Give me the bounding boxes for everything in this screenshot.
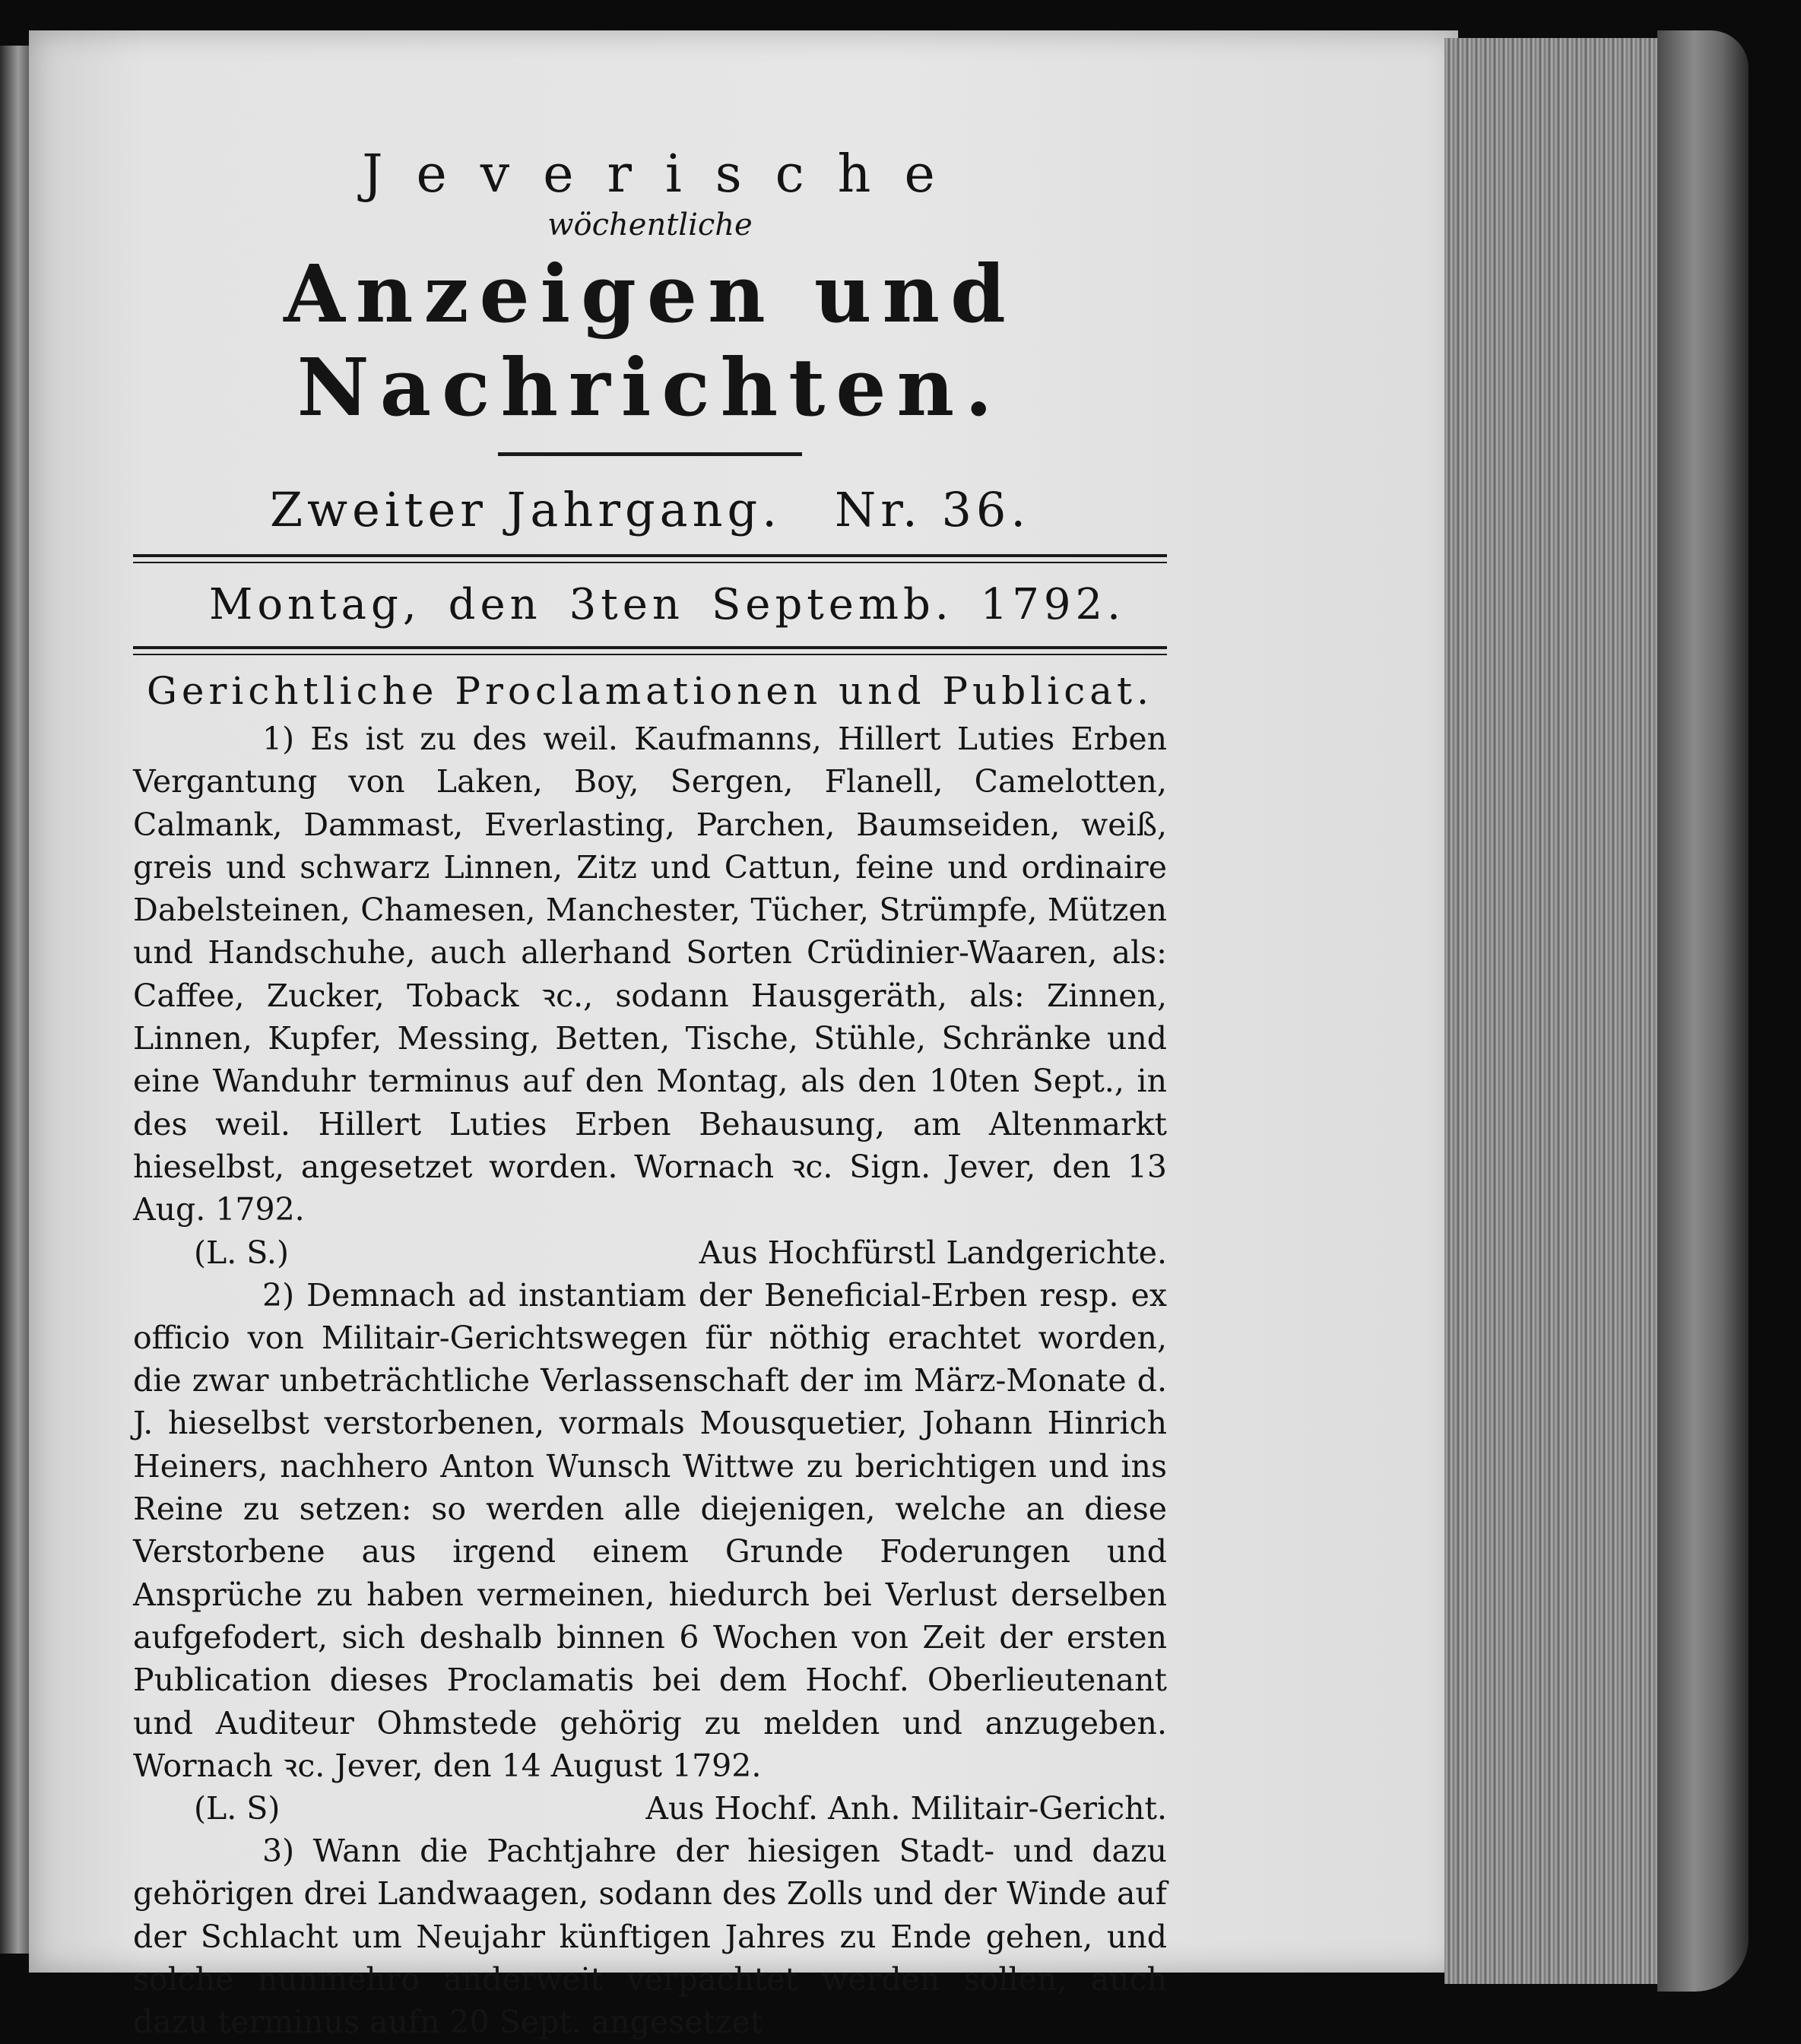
date-weekday: Montag, <box>209 580 421 629</box>
notice-1-signature <box>133 1231 1167 1274</box>
issue-year: Zweiter Jahrgang. <box>269 482 782 537</box>
notice-1-issuer: Aus Hochfürstl Landgerichte. <box>699 1234 1167 1271</box>
facing-page-edge <box>0 46 30 1954</box>
notice-2-issuer: Aus Hochf. Anh. Militair-Gericht. <box>645 1790 1167 1827</box>
masthead-rule <box>498 452 802 456</box>
date-day: 3ten <box>569 580 684 629</box>
notice-2-seal: (L. S) <box>194 1790 281 1827</box>
issue-line <box>133 482 1167 537</box>
notice-1-seal: (L. S.) <box>194 1234 289 1271</box>
page-content <box>133 144 1167 2044</box>
masthead-title: Anzeigen und Nachrichten. <box>284 247 1016 434</box>
notice-1-text: 1) Es ist zu des weil. Kaufmanns, Hillert Luties Erben Vergantung von Laken, Boy, Sergen, Flanell, Camelotten, Calmank, Dammast, Everlasting, Parchen, Baumseiden, weiß, greis und schwarz Linnen, Zitz und Cattun, feine und ordinaire Dabelsteinen, Chamesen, Manchester, Tücher, Strümpfe, Mützen und Handschuhe, auch allerhand Sorten Crüdinier-Waaren, als: Caffee, Zucker, Toback ꝛc., sodann Hausgeräth, als: Zinnen, Linnen, Kupfer, Messing, Betten, Tische, Stühle, Schränke und eine Wanduhr terminus auf den Montag, als den 10ten Sept., in des weil. Hillert Luties Erben Behausung, am Altenmarkt hieselbst, angesetzet worden. Wornach ꝛc. Sign. Jever, den 13 Aug. 1792. <box>133 721 1167 1228</box>
notice-3-text: 3) Wann die Pachtjahre der hiesigen Stadt- und dazu gehörigen drei Landwaagen, sodann des Zolls und der Winde auf der Schlacht um Neujahr künftigen Jahres zu Ende gehen, und solche nunmehro anderweit verpachtet werden sollen, auch dazu terminus aufn 20 Sept. angesetzet <box>133 1833 1167 2041</box>
date-line <box>133 580 1167 629</box>
date-den: den <box>448 580 542 629</box>
rule-top <box>133 554 1167 563</box>
rule-bottom <box>133 646 1167 655</box>
issue-number: Nr. 36. <box>834 482 1031 537</box>
book-cover-edge <box>1657 30 1749 1992</box>
date-month: Septemb. <box>711 580 953 629</box>
section-title: Gerichtliche Proclamationen und Publicat. <box>146 669 1154 713</box>
notices <box>133 718 1167 2044</box>
masthead-line2: wöchentliche <box>547 208 753 242</box>
notice-2-text: 2) Demnach ad instantiam der Beneficial-Erben resp. ex officio von Militair-Gerichtswegen für nöthig erachtet worden, die zwar unbeträchtliche Verlassenschaft der im März-Monate d. J. hieselbst verstorbenen, vormals Mousquetier, Johann Hinrich Heiners, nachhero Anton Wunsch Wittwe zu berichtigen und ins Reine zu setzen: so werden alle diejenigen, welche an diese Verstorbene aus irgend einem Grunde Foderungen und Ansprüche zu haben vermeinen, hiedurch bei Verlust derselben aufgefodert, sich deshalb binnen 6 Wochen von Zeit der ersten Publication dieses Proclamatis bei dem Hochf. Oberlieutenant und Auditeur Ohmstede gehörig zu melden und anzugeben. Wornach ꝛc. Jever, den 14 August 1792. <box>133 1276 1167 1784</box>
masthead-line1: Jeverische <box>362 144 969 204</box>
date-year: 1792. <box>980 580 1125 629</box>
notice-2-signature <box>133 1787 1167 1830</box>
